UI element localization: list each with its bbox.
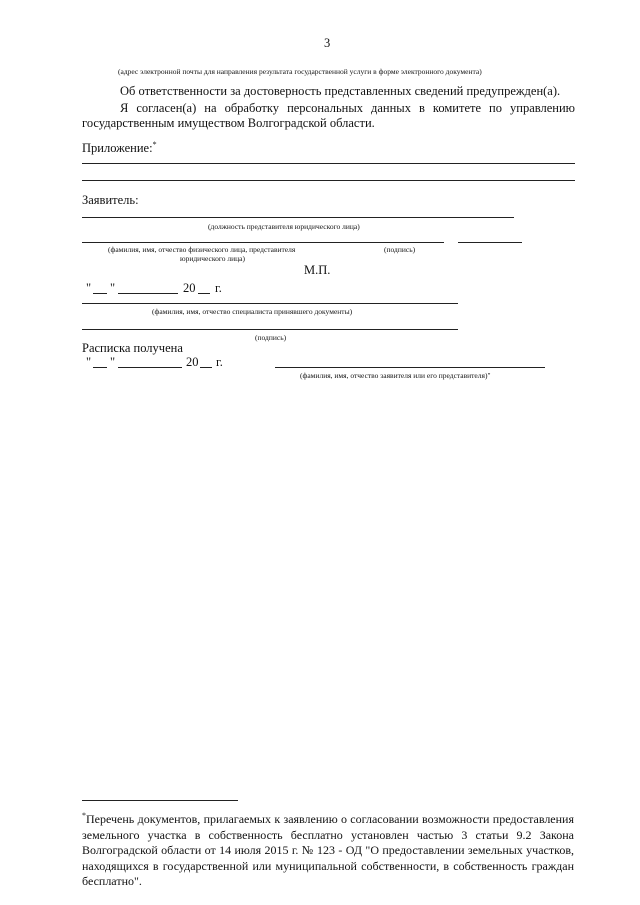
footnote-line-4: находящихся в государственной или муниципальной собственности, в собственность граждан xyxy=(82,858,574,873)
caption-name-line-1: (фамилия, имя, отчество физического лица, представителя xyxy=(108,245,296,254)
footnote-block xyxy=(82,808,574,890)
footnote-line-5: бесплатно". xyxy=(82,874,142,888)
seal-label: М.П. xyxy=(304,263,331,277)
date2-month-line[interactable] xyxy=(118,367,182,368)
responsibility-text: Об ответственности за достоверность представленных сведений предупрежден(а). xyxy=(120,84,561,98)
footnote-mark: * xyxy=(82,811,86,820)
attachment-label: Приложение:* xyxy=(82,140,157,156)
attachment-line-2[interactable] xyxy=(82,180,575,181)
specialist-signature-line[interactable] xyxy=(82,329,458,330)
applicant-signature-line[interactable] xyxy=(458,242,522,243)
date2-day-line[interactable] xyxy=(93,367,107,368)
receipt-label: Расписка получена xyxy=(82,341,183,355)
caption-position: (должность представителя юридического лица) xyxy=(208,222,360,231)
date2-year-suffix: г. xyxy=(216,355,223,369)
footnote-line-3: Волгоградской области от 14 июля 2015 г. № 123 - ОД "О предоставлении земельных участков, xyxy=(82,843,574,857)
consent-line-1: Я согласен(а) на обработку персональных данных в комитете по управлению xyxy=(120,101,575,115)
specialist-name-line[interactable] xyxy=(82,303,458,304)
date2-year-line[interactable] xyxy=(200,367,212,368)
applicant-name-line[interactable] xyxy=(82,242,444,243)
attachment-line-1[interactable] xyxy=(82,163,575,164)
date-quote-open: " xyxy=(86,281,92,295)
date-year-suffix: г. xyxy=(215,281,222,295)
date2-quote-open: " xyxy=(86,355,92,369)
applicant-receipt-line[interactable] xyxy=(275,367,545,368)
caption-name-line-2: юридического лица) xyxy=(180,254,245,263)
date-quote-close: " xyxy=(110,281,116,295)
applicant-label: Заявитель: xyxy=(82,193,139,207)
date-day-line[interactable] xyxy=(93,293,107,294)
date2-year-prefix: 20 xyxy=(186,355,199,369)
consent-line-2: государственным имуществом Волгоградской области. xyxy=(82,116,375,130)
date2-quote-close: " xyxy=(110,355,116,369)
caption-applicant: (фамилия, имя, отчество заявителя или его представителя)" xyxy=(300,371,491,380)
date-year-prefix: 20 xyxy=(183,281,196,295)
footnote-separator xyxy=(82,800,238,801)
caption-signature: (подпись) xyxy=(384,245,416,254)
page-number: 3 xyxy=(324,36,331,50)
footnote-line-1: *Перечень документов, прилагаемых к заявлению о согласовании возможности предоставления xyxy=(82,811,574,826)
date-month-line[interactable] xyxy=(118,293,178,294)
date-year-line[interactable] xyxy=(198,293,210,294)
email-caption: (адрес электронной почты для направления результата государственной услуги в форме электронного документа) xyxy=(118,67,482,76)
position-line[interactable] xyxy=(82,217,514,218)
caption-signature-2: (подпись) xyxy=(255,333,287,342)
caption-specialist: (фамилия, имя, отчество специалиста принявшего документы) xyxy=(152,307,353,316)
attachment-footnote-mark: * xyxy=(152,140,157,149)
footnote-line-2: земельного участка в собственность бесплатно установлен частью 3 статьи 9.2 Закона xyxy=(82,827,574,842)
